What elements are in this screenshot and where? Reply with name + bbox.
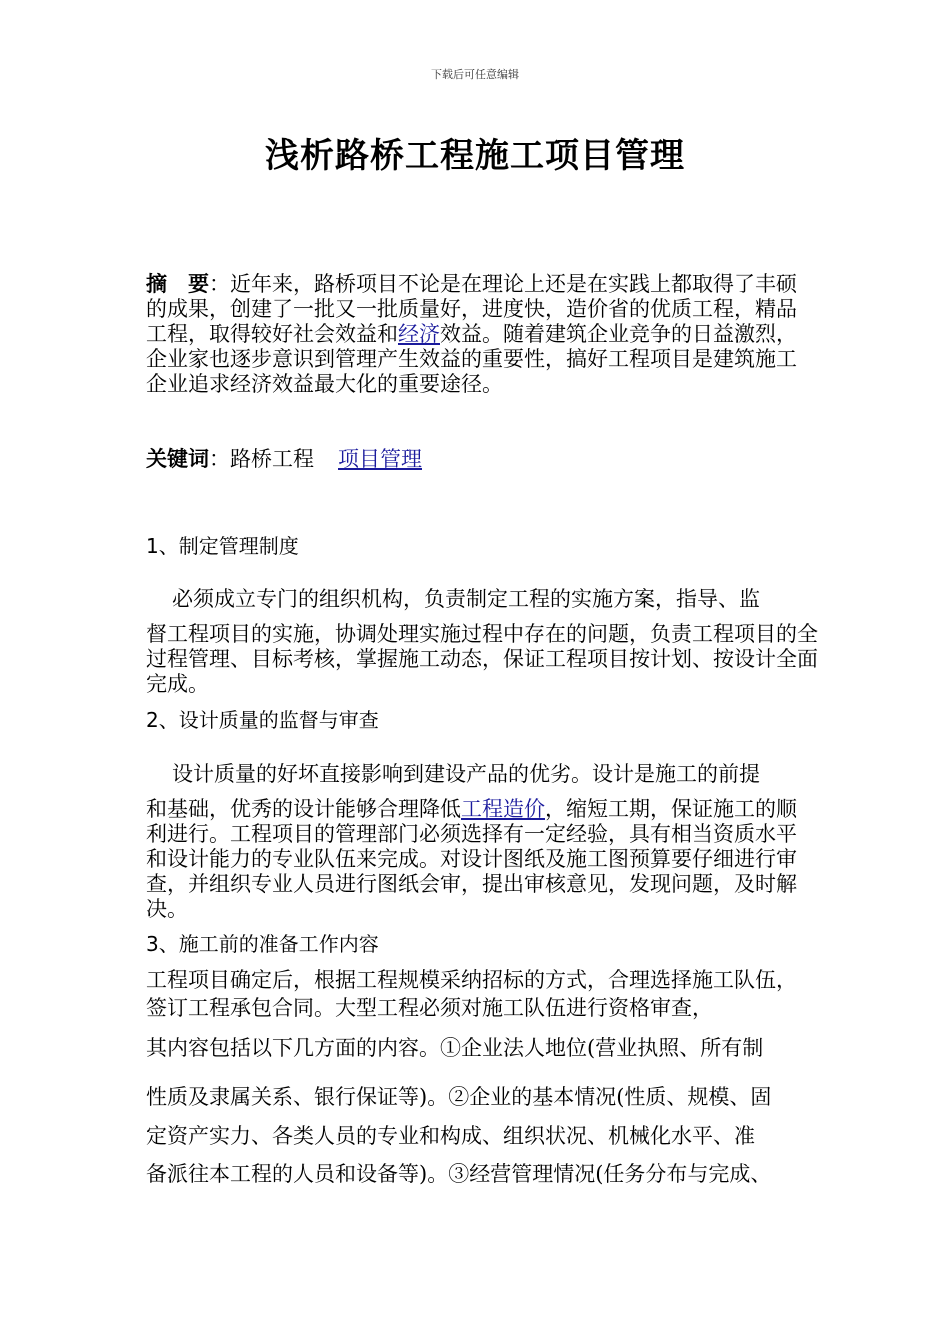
engineering-cost-link[interactable]: 工程造价 [461, 797, 545, 821]
keywords-colon: ： [209, 447, 230, 471]
section-2-text-2: ，缩短工期，保证施工的顺利进行。工程项目的管理部门必须选择有一定经验，具有相当资质水平和设计能力的专业队伍来完成。对设计图纸及施工图预算要仔细进行审查，并组织专业人员进行图纸会审，提出审核意见，发现问题，及时解决。 [146, 797, 797, 921]
section-1-first-line: 必须成立专门的组织机构，负责制定工程的实施方案，指导、监 [172, 587, 760, 611]
abstract-text-2: 效益。随着建筑企业竞争的日益激烈，企业家也逐步意识到管理产生效益的重要性，搞好工程项目是建筑施工企业追求经济效益最大化的重要途径。 [146, 322, 797, 396]
section-2-first-line: 设计质量的好坏直接影响到建设产品的优劣。设计是施工的前提 [172, 762, 760, 786]
abstract-text-1: 近年来，路桥项目不论是在理论上还是在实践上都取得了丰硕的成果，创建了一批又一批质量好，进度快，造价省的优质工程，精品工程，取得较好社会效益和 [146, 272, 797, 346]
economy-link[interactable]: 经济 [398, 322, 440, 346]
section-1-heading: 1、制定管理制度 [146, 534, 299, 558]
section-3-line-3: 定资产实力、各类人员的专业和构成、组织状况、机械化水平、准 [146, 1124, 755, 1148]
abstract-label: 摘 要 [146, 272, 209, 296]
keyword-item: 路桥工程 [230, 447, 314, 471]
section-3-line-4: 备派往本工程的人员和设备等)。③经营管理情况(任务分布与完成、 [146, 1162, 772, 1186]
section-3-line-1: 其内容包括以下几方面的内容。①企业法人地位(营业执照、所有制 [146, 1036, 764, 1060]
section-2-body [146, 797, 811, 922]
section-2-text-1: 和基础，优秀的设计能够合理降低 [146, 797, 461, 821]
keywords-line [146, 447, 811, 472]
section-2-heading: 2、设计质量的监督与审查 [146, 708, 379, 732]
abstract-paragraph [146, 272, 811, 397]
document-title: 浅析路桥工程施工项目管理 [265, 136, 685, 176]
section-3-line-2: 性质及隶属关系、银行保证等)。②企业的基本情况(性质、规模、固 [146, 1085, 772, 1109]
keyword-project-management-link[interactable]: 项目管理 [338, 447, 422, 471]
section-1-body: 督工程项目的实施，协调处理实施过程中存在的问题，负责工程项目的全过程管理、目标考核，掌握施工动态，保证工程项目按计划、按设计全面完成。 [146, 622, 818, 696]
page-header: 下载后可任意编辑 [431, 68, 519, 81]
abstract-colon: ： [209, 272, 230, 296]
keywords-label: 关键词 [146, 447, 209, 471]
section-3-heading: 3、施工前的准备工作内容 [146, 932, 379, 956]
section-3-paragraph: 工程项目确定后，根据工程规模采纳招标的方式，合理选择施工队伍，签订工程承包合同。大型工程必须对施工队伍进行资格审查， [146, 968, 797, 1020]
